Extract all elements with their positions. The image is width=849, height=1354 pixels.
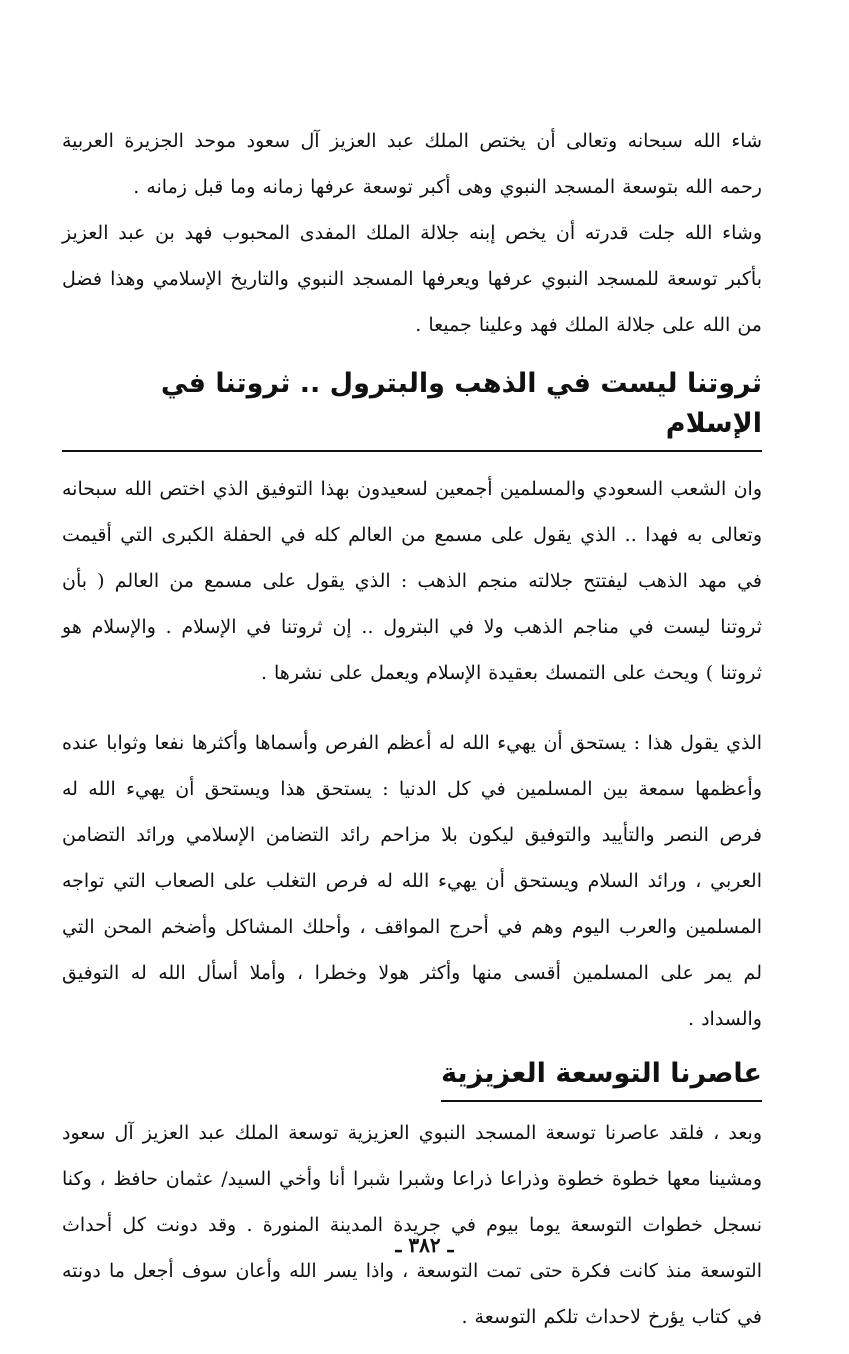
section-2-heading: عاصرنا التوسعة العزيزية — [441, 1054, 762, 1102]
section-1-heading-wrap — [62, 364, 762, 452]
section-1-paragraph-2: الذي يقول هذا : يستحق أن يهيء الله له أعظم الفرص وأسماها وأكثرها نفعا وثوابا عنده وأعظمها سمعة بين المسلمين في كل الدنيا : يستحق هذا ويستحق أن يهيء الله له فرص النصر والتأييد والتوفيق ليكون بلا مزاحم رائد التضامن الإسلامي ورائد التضامن العربي ، ورائد السلام ويستحق أن يهيء الله له فرص التغلب على الصعاب التي تواجه المسلمين والعرب اليوم وهم في أحرج المواقف ، وأحلك المشاكل وأضخم المحن التي لم يمر على المسلمين أقسى منها وأكثر هولا وخطرا ، وأملا أسأل الله له التوفيق والسداد . — [62, 732, 762, 1030]
document-page — [62, 118, 762, 1340]
section-2-paragraph-1: وبعد ، فلقد عاصرنا توسعة المسجد النبوي العزيزية توسعة الملك عبد العزيز آل سعود ومشينا معها خطوة خطوة وذراعا ذراعا وشبرا شبرا أنا وأخي السيد/ عثمان حافظ ، وكنا نسجل خطوات التوسعة يوما بيوم في جريدة المدينة المنورة . وقد دونت كل أحداث التوسعة منذ كانت فكرة حتى تمت التوسعة ، واذا يسر الله وأعان سوف أجعل ما دونته في كتاب يؤرخ لاحداث تلكم التوسعة . — [62, 1122, 762, 1328]
section-1-paragraph-1: وان الشعب السعودي والمسلمين أجمعين لسعيدون بهذا التوفيق الذي اختص الله سبحانه وتعالى به فهدا .. الذي يقول على مسمع من العالم كله في الحفلة الكبرى التي أقيمت في مهد الذهب ليفتتح جلالته منجم الذهب : الذي يقول على مسمع من العالم ( بأن ثروتنا ليست في مناجم الذهب ولا في البترول .. إن ثروتنا في الإسلام . والإسلام هو ثروتنا ) ويحث على التمسك بعقيدة الإسلام ويعمل على نشرها . — [62, 478, 762, 684]
page-number: ـ ٣٨٢ ـ — [395, 1233, 454, 1257]
intro-paragraph-2: وشاء الله جلت قدرته أن يخص إبنه جلالة الملك المفدى المحبوب فهد بن عبد العزيز بأكبر توسعة للمسجد النبوي عرفها ويعرفها المسجد النبوي والتاريخ الإسلامي وهذا فضل من الله على جلالة الملك فهد وعلينا جميعا . — [62, 222, 762, 336]
section-2-heading-wrap — [62, 1054, 762, 1102]
intro-paragraph-1: شاء الله سبحانه وتعالى أن يختص الملك عبد العزيز آل سعود موحد الجزيرة العربية رحمه الله بتوسعة المسجد النبوي وهى أكبر توسعة عرفها زمانه وما قبل زمانه . — [62, 130, 762, 198]
section-1-heading: ثروتنا ليست في الذهب والبترول .. ثروتنا في الإسلام — [62, 364, 762, 452]
